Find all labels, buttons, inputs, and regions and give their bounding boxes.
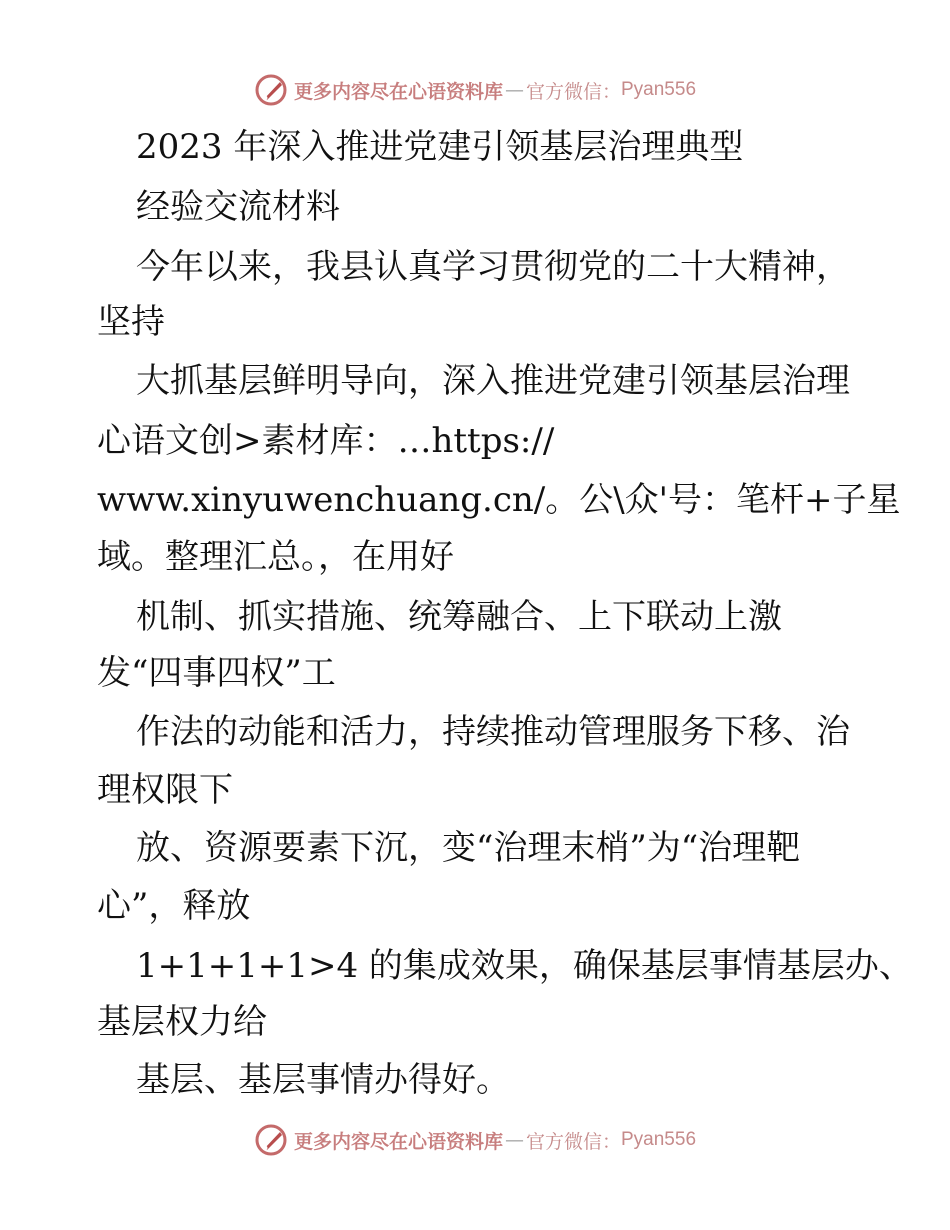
body-line: www.xinyuwenchuang.cn/。公\众'号：笔杆+子星 bbox=[97, 480, 901, 520]
watermark-header bbox=[0, 70, 950, 110]
body-line: 心”，释放 bbox=[97, 886, 251, 926]
watermark-contact-label: 官方微信： bbox=[525, 1130, 621, 1153]
body-line: 基层、基层事情办得好。 bbox=[136, 1060, 510, 1100]
body-line: 1+1+1+1>4 的集成效果，确保基层事情基层办、 bbox=[136, 946, 913, 986]
body-line: 放、资源要素下沉，变“治理末梢”为“治理靶 bbox=[136, 828, 801, 868]
watermark-separator: — bbox=[504, 1129, 524, 1151]
body-line: 理权限下 bbox=[97, 770, 233, 810]
body-line: 大抓基层鲜明导向，深入推进党建引领基层治理 bbox=[136, 361, 850, 401]
body-line: 发“四事四权”工 bbox=[97, 653, 336, 693]
body-line: 今年以来，我县认真学习贯彻党的二十大精神， bbox=[136, 247, 850, 287]
body-line: 基层权力给 bbox=[97, 1002, 267, 1042]
watermark-main-text: 更多内容尽在心语资料库 bbox=[293, 80, 503, 103]
watermark-footer bbox=[0, 1120, 950, 1160]
body-line: 域。整理汇总。，在用好 bbox=[97, 537, 454, 577]
body-line: 机制、抓实措施、统筹融合、上下联动上激 bbox=[136, 597, 782, 637]
watermark-code: Pyan556 bbox=[621, 79, 697, 100]
watermark-main-text: 更多内容尽在心语资料库 bbox=[293, 1130, 503, 1153]
body-line: 心语文创>素材库：…https:// bbox=[97, 421, 555, 461]
document-title-line-2: 经验交流材料 bbox=[136, 187, 340, 227]
body-line: 作法的动能和活力，持续推动管理服务下移、治 bbox=[136, 712, 850, 752]
watermark-code: Pyan556 bbox=[621, 1129, 697, 1150]
quill-pen-logo-icon bbox=[254, 1123, 288, 1157]
quill-pen-logo-icon bbox=[254, 73, 288, 107]
watermark-contact-label: 官方微信： bbox=[525, 80, 621, 103]
body-line: 坚持 bbox=[97, 302, 165, 342]
watermark-separator: — bbox=[504, 79, 524, 101]
document-title-line-1: 2023 年深入推进党建引领基层治理典型 bbox=[136, 127, 744, 167]
